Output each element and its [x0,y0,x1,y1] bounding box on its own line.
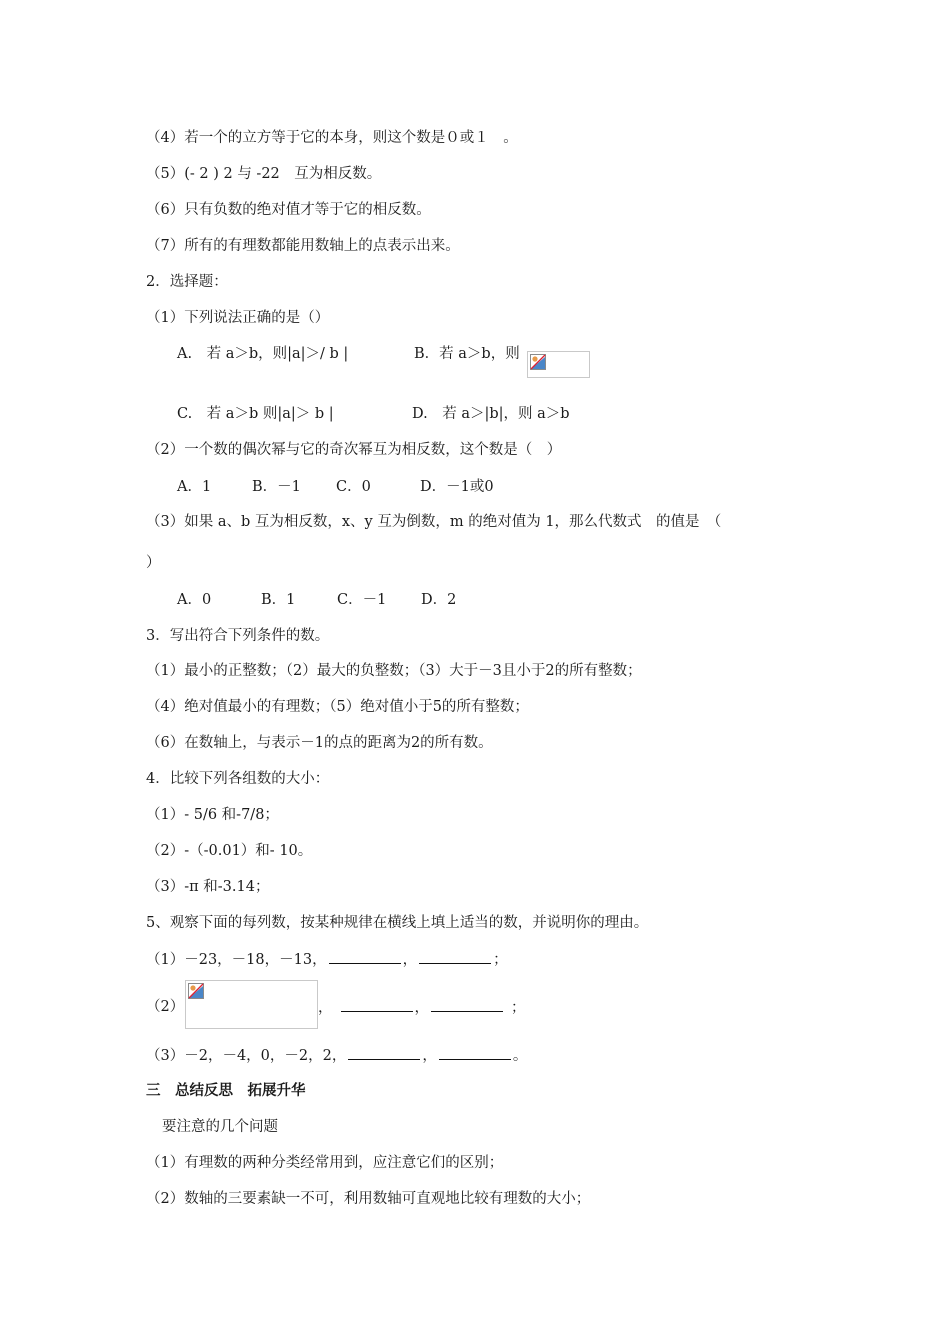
summary-heading: 三 总结反思 拓展升华 [146,1083,306,1099]
broken-image-icon [530,354,546,370]
question-1: （1）下列说法正确的是（） [146,310,330,326]
sequence-1 [146,949,508,970]
answer-blank[interactable] [341,997,413,1012]
section-3-heading: 3．写出符合下列条件的数。 [146,628,330,644]
q2-option-c: C．0 [336,479,371,495]
sequence-3 [146,1045,527,1066]
note-2: （2）数轴的三要素缺一不可，利用数轴可直观地比较有理数的大小； [146,1191,591,1207]
q2-option-a: A．1 [177,479,212,495]
item-7: （7）所有的有理数都能用数轴上的点表示出来。 [146,238,460,254]
section-3-line-3: （6）在数轴上，与表示－1的点的距离为2的所有数。 [146,735,493,751]
question-3-close: ） [146,555,161,571]
comma: ， [422,1048,437,1064]
q3-option-d: D．2 [421,592,457,608]
sequence-2-label: （2） [146,999,185,1015]
section-2-heading: 2．选择题： [146,274,228,290]
semicolon: ； [493,952,508,968]
section-4-item-1: （1）- 5/6 和-7/8； [146,807,279,823]
note-1: （1）有理数的两种分类经常用到，应注意它们的区别； [146,1155,504,1171]
sequence-2-blanks [318,997,526,1018]
q2-option-d: D．－1或0 [420,479,494,495]
section-3-line-1: （1）最小的正整数；（2）最大的负整数；（3）大于－3且小于2的所有整数； [146,663,642,679]
section-3-line-2: （4）绝对值最小的有理数；（5）绝对值小于5的所有整数； [146,699,529,715]
comma: ， [414,1000,429,1016]
q2-option-b: B．－1 [252,479,301,495]
sequence-3-text: （3）－2，－4，0，－2，2， [146,1048,347,1064]
q1-option-b: B．若 a＞b，则 [414,346,520,362]
answer-blank[interactable] [439,1045,511,1060]
q1-option-b-image [527,351,590,378]
period: 。 [512,1048,528,1064]
item-5: （5）(- 2 ) 2 与 -22 互为相反数。 [146,166,382,182]
notes-title: 要注意的几个问题 [162,1119,278,1135]
q3-option-a: A．0 [177,592,212,608]
answer-blank[interactable] [329,949,401,964]
section-5-heading: 5、观察下面的每列数，按某种规律在横线上填上适当的数，并说明你的理由。 [146,915,649,931]
sequence-2-image [185,980,318,1029]
comma: ， [402,952,418,968]
item-6: （6）只有负数的绝对值才等于它的相反数。 [146,202,431,218]
question-2: （2）一个数的偶次幂与它的奇次幂互为相反数，这个数是（ ） [146,442,562,458]
sequence-1-text: （1）－23，－18，－13， [146,952,327,968]
q1-option-a: A. 若 a＞b，则|a|＞/ b | [177,346,349,362]
section-4-item-2: （2）-（-0.01）和- 10。 [146,843,313,859]
answer-blank[interactable] [348,1045,420,1060]
q3-option-c: C．－1 [337,592,387,608]
item-4: （4）若一个的立方等于它的本身，则这个数是０或１ 。 [146,130,518,146]
section-4-item-3: （3）-π 和-3.14； [146,879,270,895]
answer-blank[interactable] [419,949,491,964]
q1-option-d: D. 若 a＞|b|，则 a＞b [412,406,570,422]
section-4-heading: 4．比较下列各组数的大小： [146,771,330,787]
comma: ， [318,1000,333,1016]
question-3: （3）如果 a、b 互为相反数，x、y 互为倒数，m 的绝对值为 1，那么代数式 的值是 （ [146,514,722,530]
q3-option-b: B．1 [261,592,296,608]
answer-blank[interactable] [431,997,503,1012]
q1-option-c: C. 若 a＞b 则|a|＞ b | [177,406,334,422]
broken-image-icon [188,983,204,999]
semicolon: ； [511,1000,526,1016]
